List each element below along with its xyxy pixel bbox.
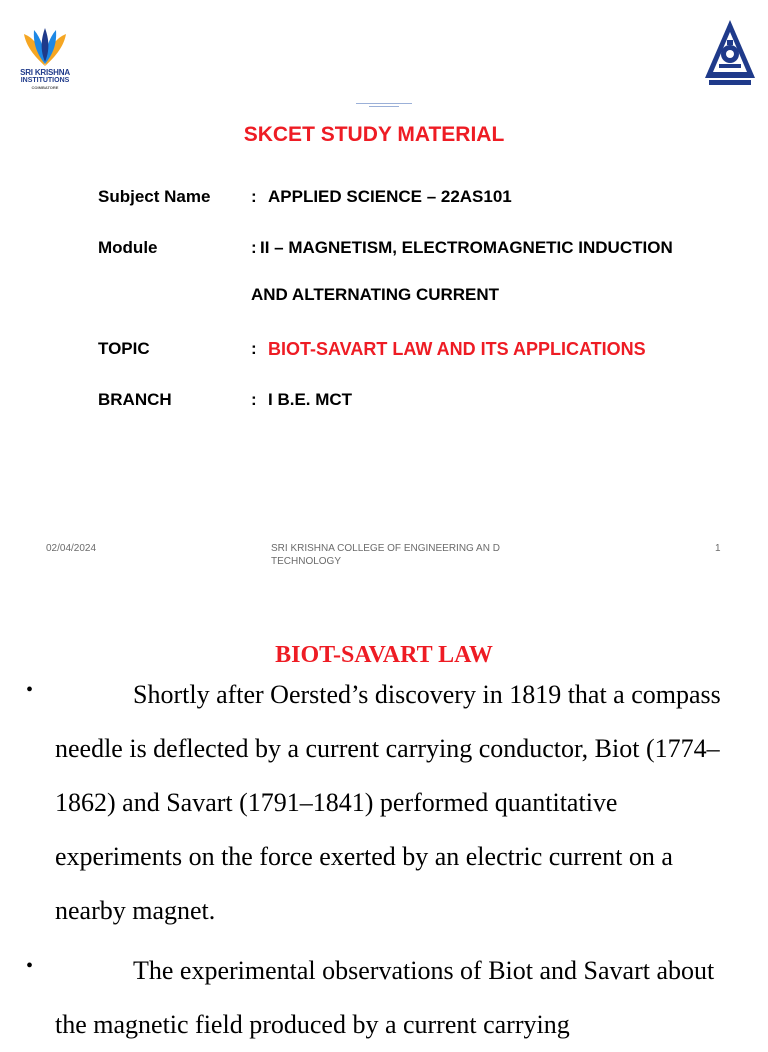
field-value: BIOT-SAVART LAW AND ITS APPLICATIONS bbox=[268, 339, 646, 359]
field-label: Subject Name bbox=[98, 187, 211, 206]
footer-date: 02/04/2024 bbox=[46, 543, 97, 554]
college-emblem-icon bbox=[703, 18, 757, 88]
field-value: APPLIED SCIENCE – 22AS101 bbox=[268, 187, 512, 206]
field-label: Module bbox=[98, 238, 158, 257]
bullet-icon: • bbox=[26, 679, 34, 701]
field-separator: : bbox=[251, 187, 257, 206]
header-rule bbox=[356, 103, 412, 107]
content-slide bbox=[0, 612, 768, 1039]
field-separator: : bbox=[251, 339, 257, 358]
section-title: BIOT-SAVART LAW bbox=[275, 642, 493, 668]
lotus-icon bbox=[20, 26, 70, 68]
field-value: I B.E. MCT bbox=[268, 390, 353, 409]
paragraph: Shortly after Oersted’s discovery in 1819 that a compass needle is deflected by a current carrying conductor, Biot (1774–1862) and Savart (1791–1841) performed quantitative experiments on the force exerted by an electric current on a nearby magnet. bbox=[55, 680, 721, 925]
sri-krishna-logo bbox=[14, 26, 76, 92]
page-title: SKCET STUDY MATERIAL bbox=[243, 123, 505, 146]
field-label: TOPIC bbox=[98, 339, 150, 358]
field-separator: : bbox=[251, 238, 257, 257]
footer-college: SRI KRISHNA COLLEGE OF ENGINEERING AN D TECHNOLOGY bbox=[271, 543, 500, 567]
slide-divider bbox=[0, 578, 768, 612]
bullet-icon: • bbox=[26, 955, 34, 977]
paragraph: The experimental observations of Biot and Savart about the magnetic field produced by a current carrying bbox=[55, 956, 715, 1039]
field-label: BRANCH bbox=[98, 390, 172, 409]
logo-text-line2: INSTITUTIONS bbox=[20, 77, 70, 84]
field-value: AND ALTERNATING CURRENT bbox=[251, 285, 500, 304]
field-separator: : bbox=[251, 390, 257, 409]
logo-text-line1: SRI KRISHNA bbox=[20, 68, 70, 77]
footer-page-number: 1 bbox=[715, 543, 721, 554]
field-value: II – MAGNETISM, ELECTROMAGNETIC INDUCTION bbox=[260, 238, 673, 257]
logo-text-line3: COIMBATORE bbox=[31, 85, 59, 90]
